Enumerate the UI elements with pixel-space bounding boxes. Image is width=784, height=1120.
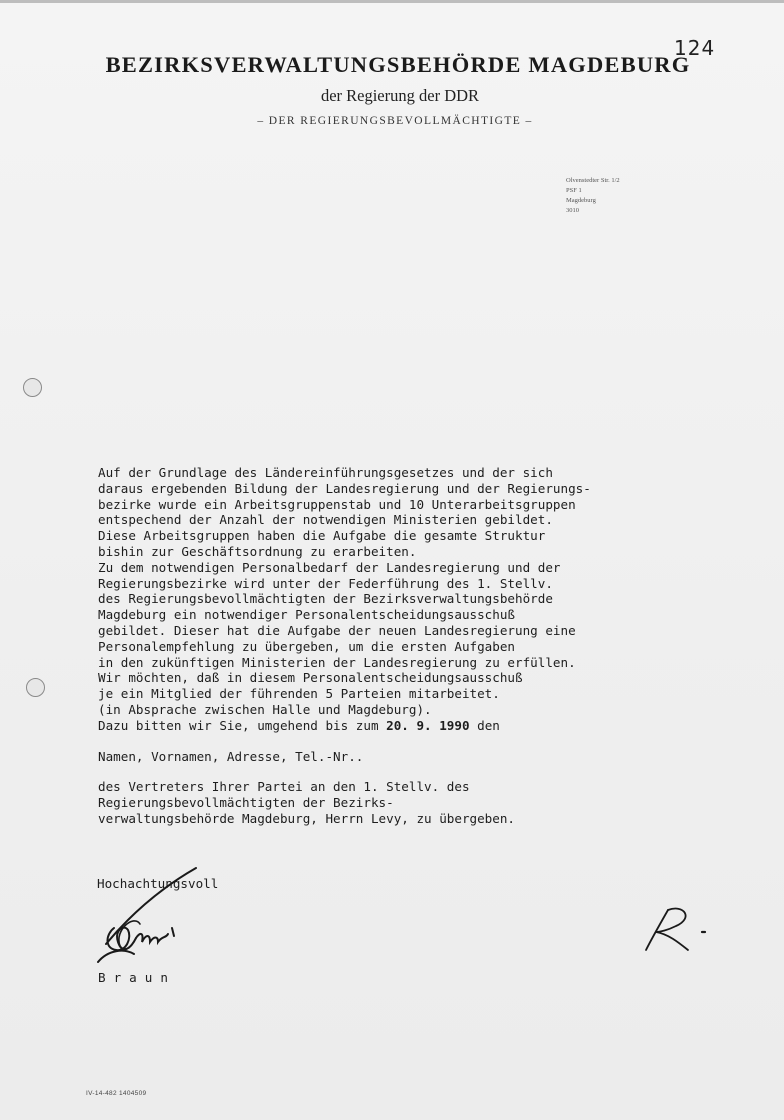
letterhead-subtitle: der Regierung der DDR [320,86,480,105]
page-top-edge [0,0,784,3]
paragraph-gap [98,764,738,779]
body-line: in den zukünftigen Ministerien der Landesregierung zu erfüllen. [98,654,576,670]
body-line: bezirke wurde ein Arbeitsgruppenstab und 10 Unterarbeitsgruppen [98,496,576,512]
body-line: daraus ergebenden Bildung der Landesregierung und der Regierungs- [98,480,591,496]
letterhead-title: BEZIRKSVERWALTUNGSBEHÖRDE MAGDEBURG [105,52,691,77]
address-street: Olvenstedter Str. 1/2 [566,177,620,184]
body-line: entspechend der Anzahl der notwendigen Ministerien gebildet. [98,512,553,528]
address-city: Magdeburg [566,197,596,204]
handwritten-signature [84,858,214,978]
body-line: Zu dem notwendigen Personalbedarf der Landesregierung und der [98,559,561,575]
request-deadline-date: 20. 9. 1990 [386,717,470,733]
body-line: Personalempfehlung zu übergeben, um die ersten Aufgaben [98,638,516,654]
request-suffix: den [469,717,500,733]
paragraph-gap [98,734,738,749]
handwritten-initials [638,898,718,960]
body-line: des Regierungsbevollmächtigten der Bezirksverwaltungsbehörde [98,591,553,607]
body-line: Auf der Grundlage des Ländereinführungsgesetzes und der sich [98,465,553,480]
form-code: IV-14-482 1404509 [86,1090,147,1097]
request-line [98,718,738,734]
sender-address [566,176,620,216]
body-line: (in Absprache zwischen Halle und Magdeburg). [98,701,432,717]
body-line: bishin zur Geschäftsordnung zu erarbeiten. [98,543,417,559]
letter-body [98,465,738,827]
body-closing-line: des Vertreters Ihrer Partei an den 1. Stellv. des [98,779,470,795]
body-closing-line: verwaltungsbehörde Magdeburg, Herrn Levy, zu übergeben. [98,810,516,826]
body-line: Magdeburg ein notwendiger Personalentscheidungsausschuß [98,607,516,623]
address-postcode: 3010 [566,207,579,214]
body-line: Diese Arbeitsgruppen haben die Aufgabe die gesamte Struktur [98,528,546,544]
body-line: Regierungsbezirke wird unter der Federführung des 1. Stellv. [98,575,553,591]
required-fields-line: Namen, Vornamen, Adresse, Tel.-Nr.. [98,748,364,764]
body-line: gebildet. Dieser hat die Aufgabe der neuen Landesregierung eine [98,622,576,638]
address-box: PSF 1 [566,187,582,194]
request-prefix: Dazu bitten wir Sie, umgehend bis zum [98,717,387,733]
closing-salutation: Hochachtungsvoll [97,876,219,891]
signatory-name: Braun [98,970,176,985]
page-number: 124 [674,36,716,60]
body-closing-line: Regierungsbevollmächtigten der Bezirks- [98,795,394,811]
letterhead-department: – DER REGIERUNGSBEVOLLMÄCHTIGTE – [257,115,533,127]
punch-hole-top [23,378,42,397]
body-line: je ein Mitglied der führenden 5 Parteien mitarbeitet. [98,686,500,702]
body-line: Wir möchten, daß in diesem Personalentscheidungsausschuß [98,670,523,686]
punch-hole-bottom [26,678,45,697]
